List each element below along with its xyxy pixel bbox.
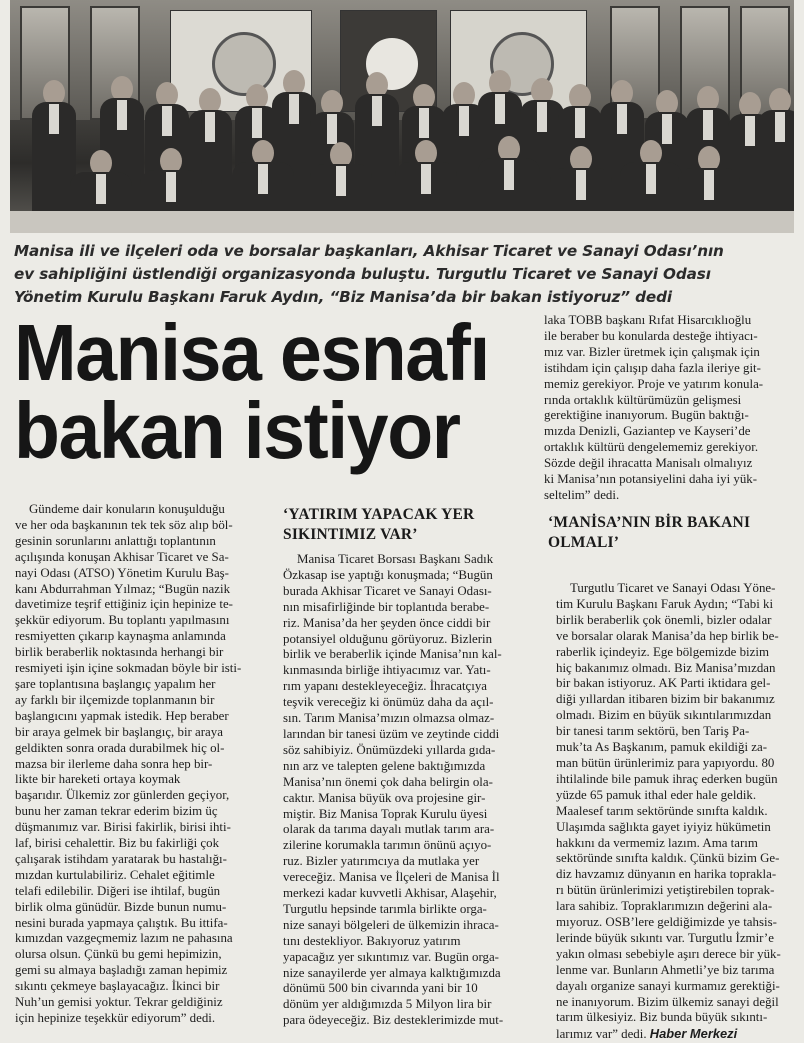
- paragraph-line: nesini burada yapmaya çalıştık. Bu ittifa-: [15, 915, 228, 930]
- paragraph-line: kımızdan vazgeçmemiz lazım ne pahasına: [15, 931, 233, 946]
- section-title-line: SIKINTIMIZ VAR’: [283, 526, 418, 543]
- paragraph-line: geldikten sonra orada durabilmek hiç ol-: [15, 740, 225, 755]
- paragraph-line: ve her oda başkanının tek tek söz alıp böl-: [15, 517, 233, 532]
- group-photo: [10, 0, 794, 233]
- paragraph-line: birlik beraberlik çok önemli, bizler odalar: [556, 612, 772, 627]
- paragraph-line: bunu her zaman tekrar ederim bizim üç: [15, 804, 218, 819]
- paragraph-line: diz havzamız dünyanın en harika toprakla-: [556, 867, 777, 882]
- paragraph-line: mazsa bir ilerleme daha sonra hep bir-: [15, 756, 213, 771]
- paragraph-line: ihtilalinde bile pamuk ihraç ederken bugün: [556, 771, 778, 786]
- paragraph-line: rım yapanı destekleyeceğiz. İhracatçıya: [283, 679, 487, 694]
- paragraph-line: resmiyetten çıkarıp kaynaşma anlamında: [15, 629, 226, 644]
- paragraph-line: şekkür ediyorum. Bu toplantı yapılmasını: [15, 613, 230, 628]
- paragraph-line: ruz. Bizler yatırımcıya da mutlaka yer: [283, 854, 480, 869]
- paragraph-line: çalışarak istihdam yaratarak bu hastalığı-: [15, 851, 227, 866]
- paragraph-line: olmadı. Bizim en büyük sıkıntılarımızdan: [556, 708, 772, 723]
- paragraph-line: söz sahibiyiz. Önümüzdeki yıllarda gıda-: [283, 742, 496, 757]
- paragraph-line: teşvik vereceğiz ki önümüz daha da açıl-: [283, 695, 494, 710]
- paragraph-line: lenme var. Bunların Ahmetli’ye biz tarıma: [556, 962, 775, 977]
- section-title-line: OLMALI’: [548, 534, 620, 551]
- paragraph-line: miştir. Biz Manisa Toprak Kurulu üyesi: [283, 806, 488, 821]
- paragraph-line: yapacağız yer sıkıntımız var. Bugün orga-: [283, 949, 499, 964]
- paragraph-line: gerektiğine inanıyorum. Bugün baktığı-: [544, 408, 749, 423]
- paragraph-line: kanı Abdurrahman Yılmaz; “Bugün nazik: [15, 581, 231, 596]
- paragraph-line: Manisa Ticaret Borsası Başkanı Sadık: [297, 552, 494, 566]
- section-title-investment: [283, 505, 474, 545]
- paragraph-line: şare toplantısına başlangıç yapalım her: [15, 676, 216, 691]
- paragraph-line: rında ortaklık kültürümüzün gelişmesi: [544, 392, 742, 407]
- paragraph-line: yakın olması sebebiyle aşırı derece bir yük-: [556, 946, 781, 961]
- paragraph-line: riz. Manisa’da her şeyden önce ciddi bir: [283, 615, 491, 630]
- paragraph-line: nize sanayi bölgeleri de ülkemizin ihraca-: [283, 917, 499, 932]
- article-column-2: [283, 552, 536, 1029]
- paragraph-line: laf, birisi cehalettir. Biz bu fakirliği çok: [15, 836, 220, 851]
- paragraph-line: ay farklı bir ilçemizde toplanmanın bir: [15, 692, 215, 707]
- subheadline-line: Manisa ili ve ilçeleri oda ve borsalar başkanları, Akhisar Ticaret ve Sanayi Odası’nın: [14, 242, 724, 260]
- paragraph-line: zilerine korumakla tarımın önünü açıyo-: [283, 838, 492, 853]
- headline: [14, 308, 512, 475]
- article-column-3-top: [544, 313, 796, 504]
- chamber-seal-icon: [212, 32, 276, 96]
- paragraph-line: olursa olsun. Çünkü bu gemi hepimizin,: [15, 947, 222, 962]
- paragraph-line: caktır. Manisa büyük ova projesine gir-: [283, 790, 486, 805]
- paragraph-line: sın. Tarım Manisa’mızın olmazsa olmaz-: [283, 711, 495, 726]
- paragraph-line: gesinin sorunlarını anlattığı toplantının: [15, 533, 216, 548]
- paragraph-line: ortaklık kültürü dengelememiz gerekiyor.: [544, 440, 759, 455]
- paragraph-line: ile beraber bu konularda desteğe ihtiyacı-: [544, 328, 758, 343]
- subheadline-line: ev sahipliğini üstlendiği organizasyonda buluştu. Turgutlu Ticaret ve Sanayi Odası: [14, 265, 711, 283]
- subheadline-line: Yönetim Kurulu Başkanı Faruk Aydın, “Biz Manisa’da bir bakan istiyoruz” dedi: [14, 288, 672, 306]
- paragraph-line: tını destekliyor. Bakıyoruz yatırım: [283, 933, 461, 948]
- paragraph-line: resmiyeti işin içine sokmadan böyle bir isti-: [15, 661, 242, 676]
- headline-line: Manisa esnafı: [14, 308, 489, 397]
- paragraph-line: raberlik içindeyiz. Ege bölgemizde bizim: [556, 644, 769, 659]
- paragraph-line: Manisa’nın önemi çok daha belirgin ola-: [283, 774, 493, 789]
- section-title-minister: [548, 513, 750, 553]
- paragraph-line: birlik olma günüdür. Bizde bunun numu-: [15, 899, 227, 914]
- paragraph-line: ve borsalar olarak Manisa’da hep birlik be-: [556, 628, 779, 643]
- table-edge: [10, 211, 794, 233]
- paragraph-line: rı bütün ürünlerimizi yetiştirebilen toprak-: [556, 883, 775, 898]
- paragraph-line: dönümü 500 bin civarında yani bir 10: [283, 981, 478, 996]
- paragraph-line: lara sahibiz. Topraklarımızın değerini ala-: [556, 899, 773, 914]
- paragraph-line: Gündeme dair konuların konuşulduğu: [29, 502, 225, 516]
- article-column-3-bottom: [556, 581, 794, 1043]
- paragraph-line: ki Manisa’nın potansiyelini daha iyi yük-: [544, 472, 758, 487]
- paragraph-line: birlik ve beraberlik içinde Manisa’nın kal-: [283, 647, 502, 662]
- headline-line: bakan istiyor: [14, 386, 460, 475]
- paragraph-line: nın misafirliğinde bir toplantıda berabe-: [283, 599, 490, 614]
- section-title-line: ‘YATIRIM YAPACAK YER: [283, 506, 475, 523]
- paragraph-line: nayi Odası (ATSO) Yönetim Kurulu Baş-: [15, 565, 229, 580]
- paragraph-line: birlik beraberlik noktasında herhangi bir: [15, 645, 224, 660]
- paragraph-line: tarım ülkesiyiz. Biz bunda büyük sıkıntı-: [556, 1010, 768, 1025]
- paragraph-line: yüzde 65 pamuk ithal eder hale geldik.: [556, 787, 757, 802]
- byline: Haber Merkezi: [649, 1026, 738, 1042]
- paragraph-line: için hepinize teşekkür ediyorum” dedi.: [15, 1011, 216, 1025]
- paragraph-line: sektöründe sınıfta kaldık. Çünkü bizim Ge-: [556, 851, 780, 866]
- paragraph-line: tim Kurulu Başkanı Faruk Aydın; “Tabi ki: [556, 596, 774, 611]
- paragraph-line: mızda Denizli, Gaziantep ve Kayseri’de: [544, 424, 751, 439]
- paragraph-line: başlangıcını yapmak istedik. Hep beraber: [15, 708, 229, 723]
- paragraph-line: sıkıntı çekmeye başlayacağız. İkinci bir: [15, 979, 220, 994]
- paragraph-line: muk’ta As Başkanım, pamuk ekildiği za-: [556, 740, 767, 755]
- paragraph-line: mızdan kurtulabiliriz. Cehalet eğitimle: [15, 867, 215, 882]
- paragraph-line: ne inanıyorum. Bizim ülkemiz sanayi değil: [556, 994, 779, 1009]
- paragraph-line: memiz gerekiyor. Proje ve yatırım konula-: [544, 376, 764, 391]
- section-title-line: ‘MANİSA’NIN BİR BAKANI: [548, 514, 751, 531]
- subheadline: [14, 240, 790, 309]
- paragraph-line: diği yıllardan itibaren bizim bir bakanımız: [556, 692, 775, 707]
- paragraph-line: hakkını da vermemiz lazım. Ama tarım: [556, 835, 758, 850]
- paragraph-line: mıyoruz. OSB’lere geldiğimizde ye tahsis-: [556, 915, 777, 930]
- paragraph-line: Turgutlu Ticaret ve Sanayi Odası Yöne-: [570, 581, 776, 595]
- paragraph-line: olarak da tarıma dayalı mutlak tarım ara-: [283, 822, 495, 837]
- paragraph-line: potansiyel olduğunu görüyoruz. Bizlerin: [283, 631, 493, 646]
- paragraph-line: başarıdır. Ülkemiz zor günlerden geçiyor,: [15, 788, 230, 803]
- article-column-1: [15, 502, 268, 1027]
- paragraph-line: Maalesef tarım sektöründe sınıfta kaldık.: [556, 803, 768, 818]
- paragraph-line: larımız var” dedi. Haber Merkezi: [556, 1026, 738, 1042]
- paragraph-line: burada Akhisar Ticaret ve Sanayi Odası-: [283, 583, 492, 598]
- paragraph-line: kınmasında birliğe ihtiyacımız var. Yatı-: [283, 663, 491, 678]
- paragraph-line: para ödeyeceğiz. Biz desteklerimizde mut-: [283, 1013, 504, 1028]
- paragraph-line: Sözde değil ihracatta Manisalı olmalıyız: [544, 456, 753, 471]
- paragraph-line: laka TOBB başkanı Rıfat Hisarcıklıoğlu: [544, 313, 752, 327]
- paragraph-line: bir tanesi tarım sektörü, ben Tariş Pa-: [556, 724, 750, 739]
- paragraph-line: dönüm yer aldığımızda 5 Milyon lira bir: [283, 997, 492, 1012]
- paragraph-line: Ulaşımda sağlıkta gayet iyiyiz hükümetin: [556, 819, 771, 834]
- paragraph-line: açılışında konuşan Akhisar Ticaret ve Sa-: [15, 549, 229, 564]
- paragraph-line: Özkasap ise yaptığı konuşmada; “Bugün: [283, 567, 493, 582]
- paragraph-line: bir bakan istiyoruz. AK Parti iktidara gel-: [556, 676, 771, 691]
- paragraph-line: man bütün ürünlerimiz para yapıyordu. 80: [556, 755, 775, 770]
- paragraph-line: mız var. Bizler üretmek için çalışmak için: [544, 344, 760, 359]
- paragraph-line: nın arz ve talepten gelene baktığımızda: [283, 758, 486, 773]
- paragraph-line: istihdam için çalışıp daha fazla ileriye git-: [544, 360, 761, 375]
- paragraph-line: merkezi kadar kuvvetli Akhisar, Alaşehir,: [283, 886, 497, 901]
- paragraph-line: vereceğiz. Manisa ve İlçeleri de Manisa İl: [283, 870, 500, 885]
- paragraph-line: davetimize teşrif ettiğiniz için hepinize te-: [15, 597, 233, 612]
- paragraph-line: lerinde büyük sıkıntı var. Turgutlu İzmir’e: [556, 930, 774, 945]
- paragraph-line: hiç bakanımız olmadı. Biz Manisa’mızdan: [556, 660, 776, 675]
- paragraph-line: dayalı organize sanayi kurmamız gerektiği-: [556, 978, 780, 993]
- paragraph-line: telafi edilebilir. Diğeri ise ihtilaf, bugün: [15, 883, 221, 898]
- paragraph-line: düşmanımız var. Birisi fakirlik, birisi ihti-: [15, 820, 231, 835]
- paragraph-line: seltelim” dedi.: [544, 487, 620, 502]
- paragraph-line: gemi su almaya başladığı zaman hepimiz: [15, 963, 228, 978]
- paragraph-line: likte bir hareketi ortaya koymak: [15, 772, 181, 787]
- paragraph-line: bir araya gelmek bir başlangıç, bir araya: [15, 724, 223, 739]
- paragraph-line: nize sanayilerde yer almaya kalktığımızda: [283, 965, 501, 980]
- paragraph-line: Nuh’un gemisi yoktur. Tekrar geldiğiniz: [15, 995, 223, 1010]
- paragraph-line: Turgutlu hepsinde tarımla birlikte orga-: [283, 901, 487, 916]
- paragraph-line: larından bir tanesi üzüm ve zeytinde ciddi: [283, 726, 500, 741]
